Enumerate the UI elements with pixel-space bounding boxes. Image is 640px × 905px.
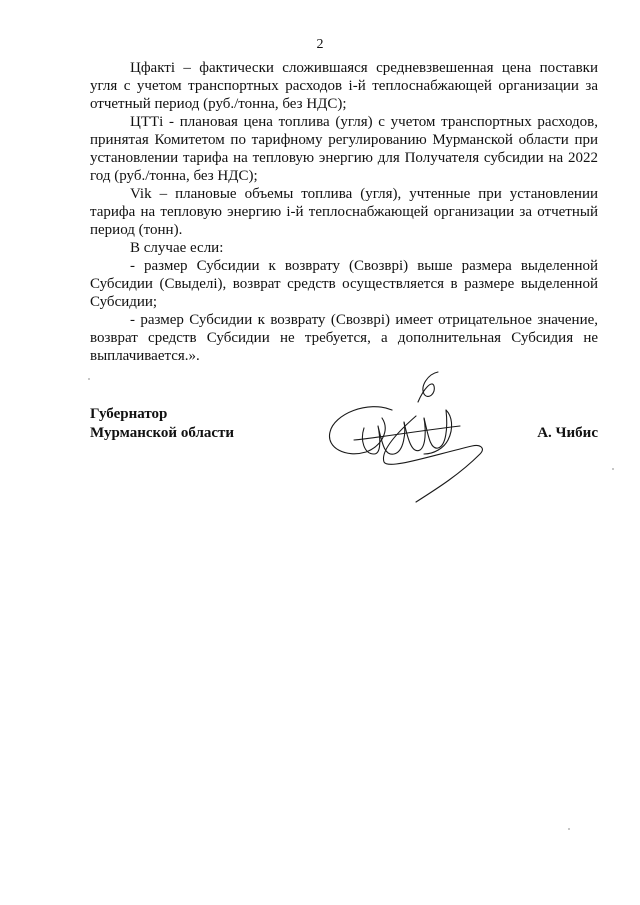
- scan-speck: [568, 828, 570, 830]
- paragraph-condition-exceeds: - размер Субсидии к возврату (Свозврі) выше размера выделенной Субсидии (Свыделі), возврат средств осуществляется в размере выделенной Субсидии;: [90, 258, 598, 310]
- signer-position-line1: Губернатор: [90, 406, 168, 422]
- paragraph-conditions-intro: В случае если:: [130, 240, 224, 256]
- handwritten-signature: [320, 370, 500, 510]
- paragraph-planned-price: ЦТТі - плановая цена топлива (угля) с учетом транспортных расходов, принятая Комитетом по тарифному регулированию Мурманской области при установлении тарифа на тепловую энергию для Получателя субсидии на 2022 год (руб./тонна, без НДС);: [90, 114, 598, 184]
- paragraph-planned-volume: Vik – плановые объемы топлива (угля), учтенные при установлении тарифа на тепловую энергию і-й теплоснабжающей организации за отчетный период (тонн).: [90, 186, 598, 238]
- paragraph-fact-price: Цфакті – фактически сложившаяся средневзвешенная цена поставки угля с учетом транспортных расходов і-й теплоснабжающей организации за отчетный период (руб./тонна, без НДС);: [90, 60, 598, 112]
- page-number: 2: [316, 37, 324, 52]
- scan-speck: [612, 468, 614, 470]
- signer-position-line2: Мурманской области: [90, 425, 235, 441]
- document-body: [90, 59, 598, 365]
- signer-name: А. Чибис: [537, 425, 598, 441]
- signer-position: [90, 405, 234, 443]
- paragraph-condition-negative: - размер Субсидии к возврату (Свозврі) имеет отрицательное значение, возврат средств Субсидии не требуется, а дополнительная Субсидия не выплачивается.».: [90, 312, 598, 364]
- scan-speck: [88, 378, 90, 380]
